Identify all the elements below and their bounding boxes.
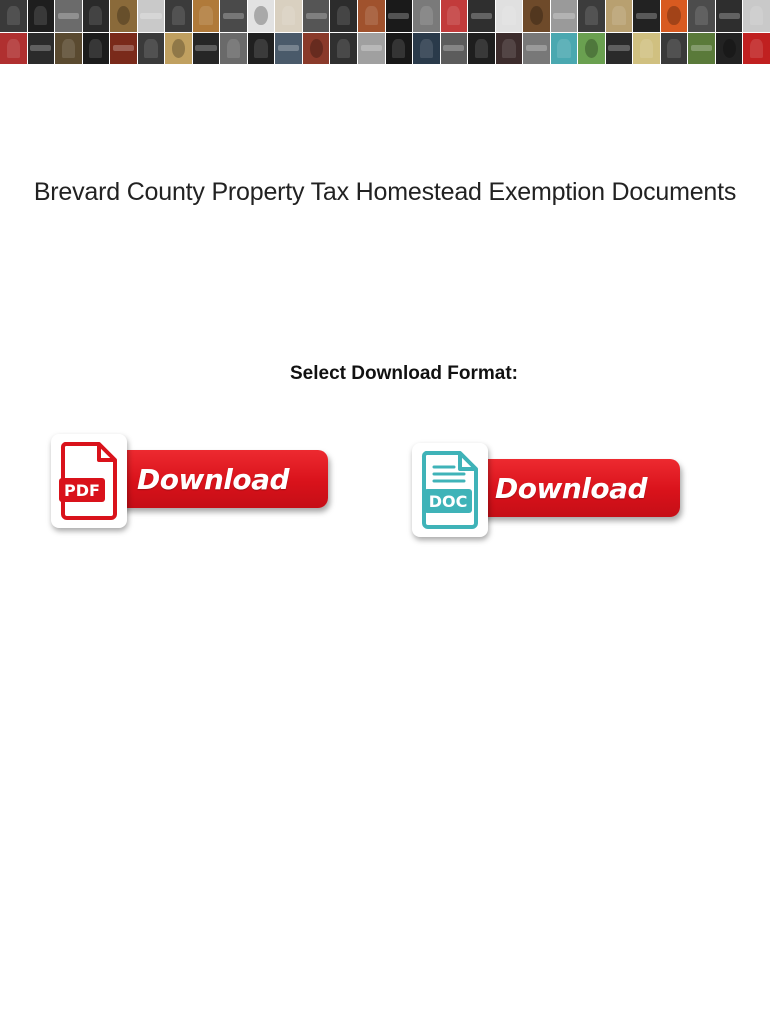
banner-tile [303, 0, 330, 32]
banner-tile [193, 0, 220, 32]
banner-tile [661, 33, 688, 65]
banner-tile [413, 33, 440, 65]
banner-tile [28, 33, 55, 65]
banner-tile [523, 33, 550, 65]
banner-tile [330, 0, 357, 32]
banner-tile [138, 33, 165, 65]
banner-tile [275, 33, 302, 65]
banner-tile [138, 0, 165, 32]
banner-tile [551, 0, 578, 32]
banner-tile [716, 33, 743, 65]
banner-tile [220, 33, 247, 65]
banner-tile [441, 0, 468, 32]
banner-tile [358, 0, 385, 32]
banner-tile [716, 0, 743, 32]
header-banner [0, 0, 770, 64]
pdf-badge-text: PDF [64, 481, 100, 500]
banner-tile [193, 33, 220, 65]
banner-tile [55, 33, 82, 65]
doc-download-label: Download [494, 471, 648, 505]
banner-tile [386, 33, 413, 65]
select-format-heading: Select Download Format: [289, 363, 519, 384]
banner-tile [496, 0, 523, 32]
banner-tile [0, 0, 27, 32]
banner-tile [275, 0, 302, 32]
banner-tile [358, 33, 385, 65]
banner-tile [303, 33, 330, 65]
banner-tile [633, 33, 660, 65]
banner-tile [441, 33, 468, 65]
banner-tile [83, 33, 110, 65]
banner-tile [578, 33, 605, 65]
banner-tile [110, 0, 137, 32]
doc-download-option[interactable] [410, 441, 695, 541]
doc-badge-text: DOC [428, 492, 468, 511]
pdf-download-label: Download [136, 462, 290, 496]
banner-tile [633, 0, 660, 32]
banner-tile [743, 33, 770, 65]
banner-tile [110, 33, 137, 65]
banner-tile [578, 0, 605, 32]
doc-download-button[interactable] [462, 459, 680, 517]
banner-tile [606, 0, 633, 32]
banner-tile [248, 33, 275, 65]
banner-tile [83, 0, 110, 32]
pdf-file-icon [51, 434, 127, 528]
banner-tile [248, 0, 275, 32]
banner-tile [688, 0, 715, 32]
banner-tile [468, 33, 495, 65]
banner-tile [28, 0, 55, 32]
pdf-download-button[interactable] [98, 450, 328, 508]
banner-tile [523, 0, 550, 32]
banner-tile [165, 33, 192, 65]
banner-tile [606, 33, 633, 65]
banner-tile [661, 0, 688, 32]
banner-tile [330, 33, 357, 65]
pdf-download-option[interactable] [48, 432, 333, 530]
page-title: Brevard County Property Tax Homestead Exemption Documents [33, 178, 737, 206]
doc-file-icon [412, 443, 488, 537]
banner-tile [688, 33, 715, 65]
banner-tile [220, 0, 247, 32]
banner-tile [551, 33, 578, 65]
banner-tile [55, 0, 82, 32]
banner-tile [468, 0, 495, 32]
banner-tile [743, 0, 770, 32]
banner-tile [0, 33, 27, 65]
banner-tile [386, 0, 413, 32]
banner-tile [413, 0, 440, 32]
banner-tile [496, 33, 523, 65]
banner-tile [165, 0, 192, 32]
